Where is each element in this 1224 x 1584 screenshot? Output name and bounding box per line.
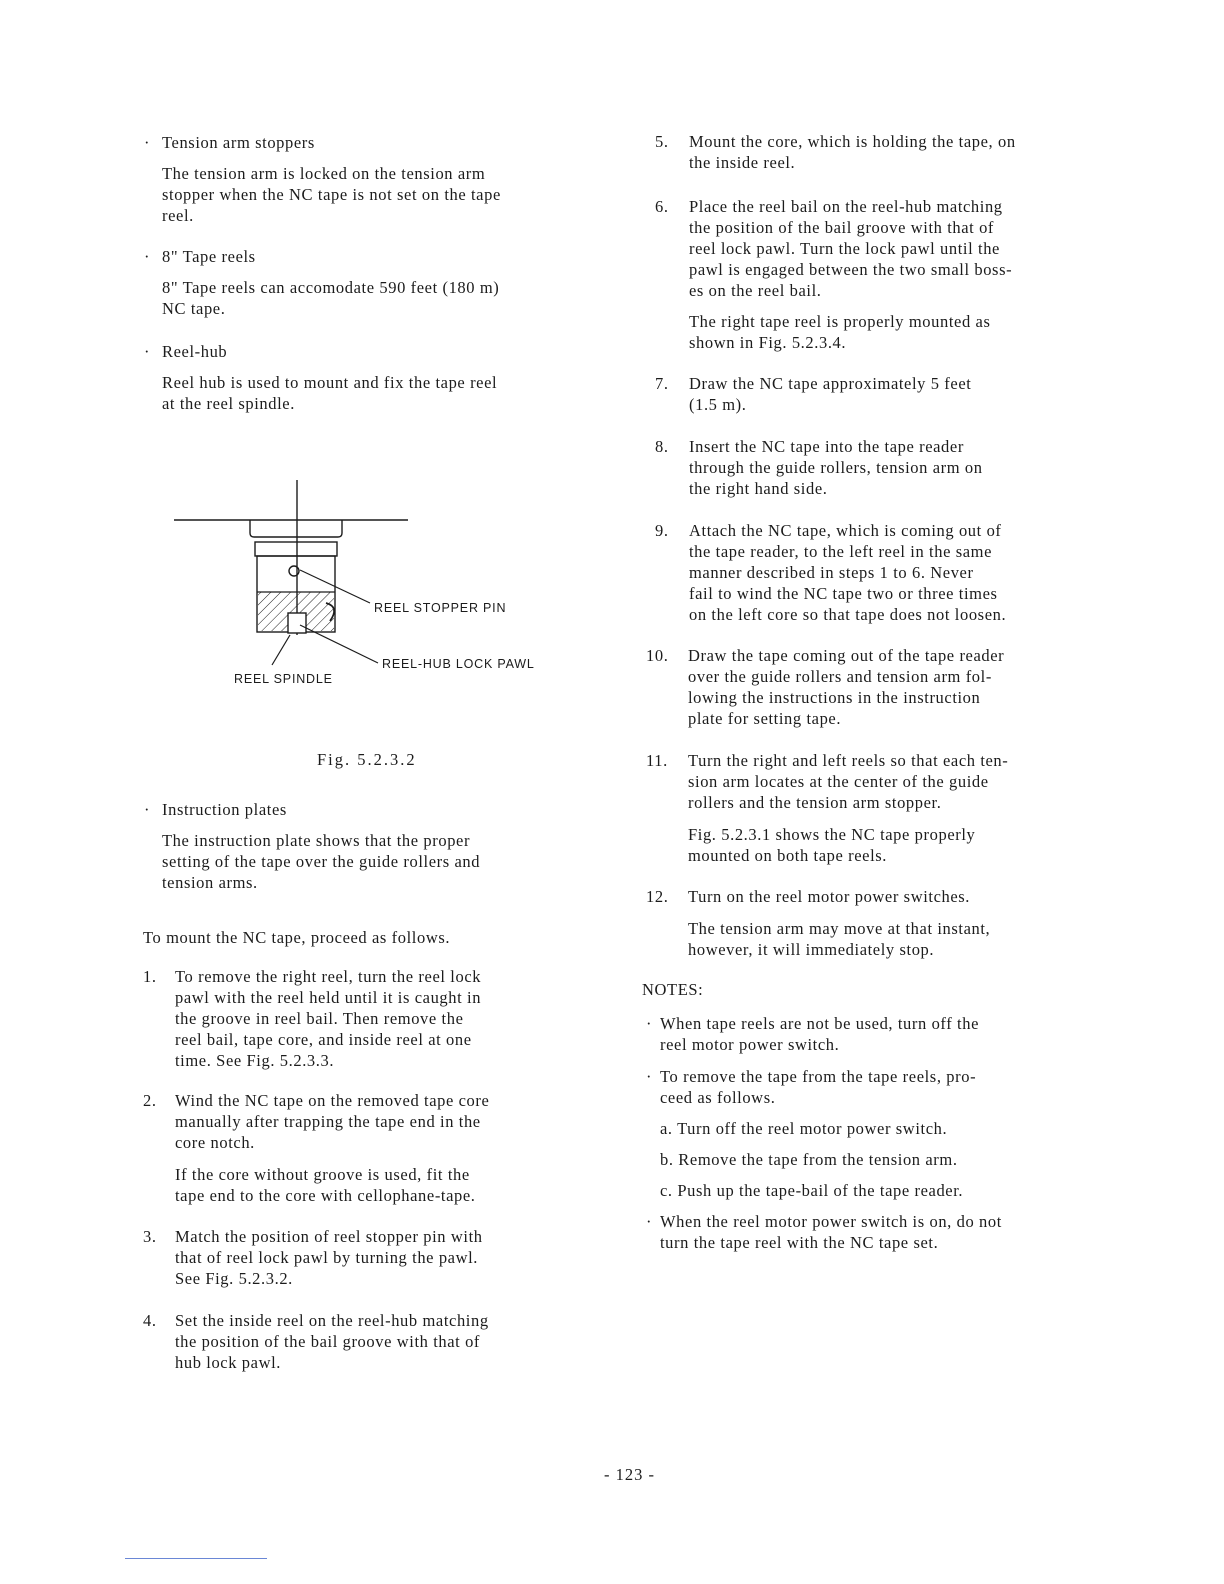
step-10: 10. Draw the tape coming out of the tape reader over the guide rollers and tension arm fol- lowing the instructions in the instruction plate for setting tape. [646,646,1005,728]
bullet: · [646,1014,653,1033]
instruction-plates-section [144,799,612,893]
step-number: 9. [655,521,669,540]
note-2: · To remove the tape from the tape reels, pro- ceed as follows. [646,1067,977,1107]
bullet: · [144,342,151,361]
step-number: 1. [143,967,157,986]
step-8: 8. Insert the NC tape into the tape reader through the guide rollers, tension arm on the right hand side. [655,437,983,498]
step-7: 7. Draw the NC tape approximately 5 feet (1.5 m). [655,374,972,414]
bullet: · [144,247,151,266]
step-number: 11. [646,751,668,770]
notes-heading: NOTES: [642,980,704,999]
tape-reels-heading: · 8" Tape reels [144,247,256,266]
instruction-plates-heading: · Instruction plates [144,800,287,819]
step-4: 4. Set the inside reel on the reel-hub matching the position of the bail groove with that of hub lock pawl. [143,1311,489,1372]
instruction-plates-text: The instruction plate shows that the proper setting of the tape over the guide rollers and tension arms. [162,831,481,892]
note-1: · When tape reels are not be used, turn off the reel motor power switch. [646,1014,979,1054]
bullet: · [144,800,151,819]
step-12: 12. Turn on the reel motor power switches. The tension arm may move at that instant, however, it will immediately stop. [646,887,991,959]
sub-step-a: a. Turn off the reel motor power switch. [660,1119,948,1138]
footer-rule [125,1558,267,1559]
reel-hub-section [144,341,612,414]
step-9: 9. Attach the NC tape, which is coming out of the tape reader, to the left reel in the same manner described in steps 1 to 6. Never fail to wind the NC tape two or three times on the left core so that tape does not loosen. [655,521,1007,624]
reel-spindle-label: REEL SPINDLE [234,672,333,686]
step-number: 8. [655,437,669,456]
tension-arm-stoppers-text: The tension arm is locked on the tension arm stopper when the NC tape is not set on the tape reel. [162,164,501,225]
reel-hub-diagram [160,475,580,695]
tension-arm-stoppers-heading: · Tension arm stoppers [144,133,315,152]
step-number: 10. [646,646,669,665]
sub-step-c: c. Push up the tape-bail of the tape reader. [660,1181,964,1200]
note-3: · When the reel motor power switch is on, do not turn the tape reel with the NC tape set. [646,1212,1002,1252]
step-number: 4. [143,1311,157,1330]
tape-reels-section [144,246,612,319]
page-number: - 123 - [604,1465,655,1484]
sub-step-b: b. Remove the tape from the tension arm. [660,1150,958,1169]
step-number: 12. [646,887,669,906]
step-5: 5. Mount the core, which is holding the tape, on the inside reel. [655,132,1016,172]
bullet: · [646,1067,653,1086]
step-6: 6. Place the reel bail on the reel-hub matching the position of the bail groove with that of reel lock pawl. Turn the lock pawl until the pawl is engaged between the two small boss- es on the reel bail. The right tape reel is properly mounted as shown in Fig. 5.2.3.4. [655,197,1013,352]
tension-arm-stoppers-section [144,132,612,226]
figure-caption: Fig. 5.2.3.2 [317,750,417,769]
bullet: · [144,133,151,152]
intro-text: To mount the NC tape, proceed as follows. [143,928,451,947]
step-1: 1. To remove the right reel, turn the reel lock pawl with the reel held until it is caught in the groove in reel bail. Then remove the reel bail, tape core, and inside reel at one time. See Fig. 5.2.3.3. [143,967,482,1070]
reel-hub-heading: · Reel-hub [144,342,228,361]
reel-hub-figure [160,475,580,695]
step-11: 11. Turn the right and left reels so that each ten- sion arm locates at the center of the guide rollers and the tension arm stopper. Fig. 5.2.3.1 shows the NC tape properly mounted on both tape reels. [646,751,1009,865]
step-number: 5. [655,132,669,151]
tape-reels-text: 8" Tape reels can accomodate 590 feet (180 m) NC tape. [162,278,500,318]
step-number: 6. [655,197,669,216]
step-number: 7. [655,374,669,393]
step-3: 3. Match the position of reel stopper pin with that of reel lock pawl by turning the pawl. See Fig. 5.2.3.2. [143,1227,483,1288]
reel-hub-lock-pawl-label: REEL-HUB LOCK PAWL [382,657,535,671]
step-number: 2. [143,1091,157,1110]
step-number: 3. [143,1227,157,1246]
step-2: 2. Wind the NC tape on the removed tape core manually after trapping the tape end in the core notch. If the core without groove is used, fit the tape end to the core with cellophane-tape. [143,1091,490,1205]
reel-hub-text: Reel hub is used to mount and fix the tape reel at the reel spindle. [162,373,498,413]
reel-stopper-pin-label: REEL STOPPER PIN [374,601,507,615]
bullet: · [646,1212,653,1231]
